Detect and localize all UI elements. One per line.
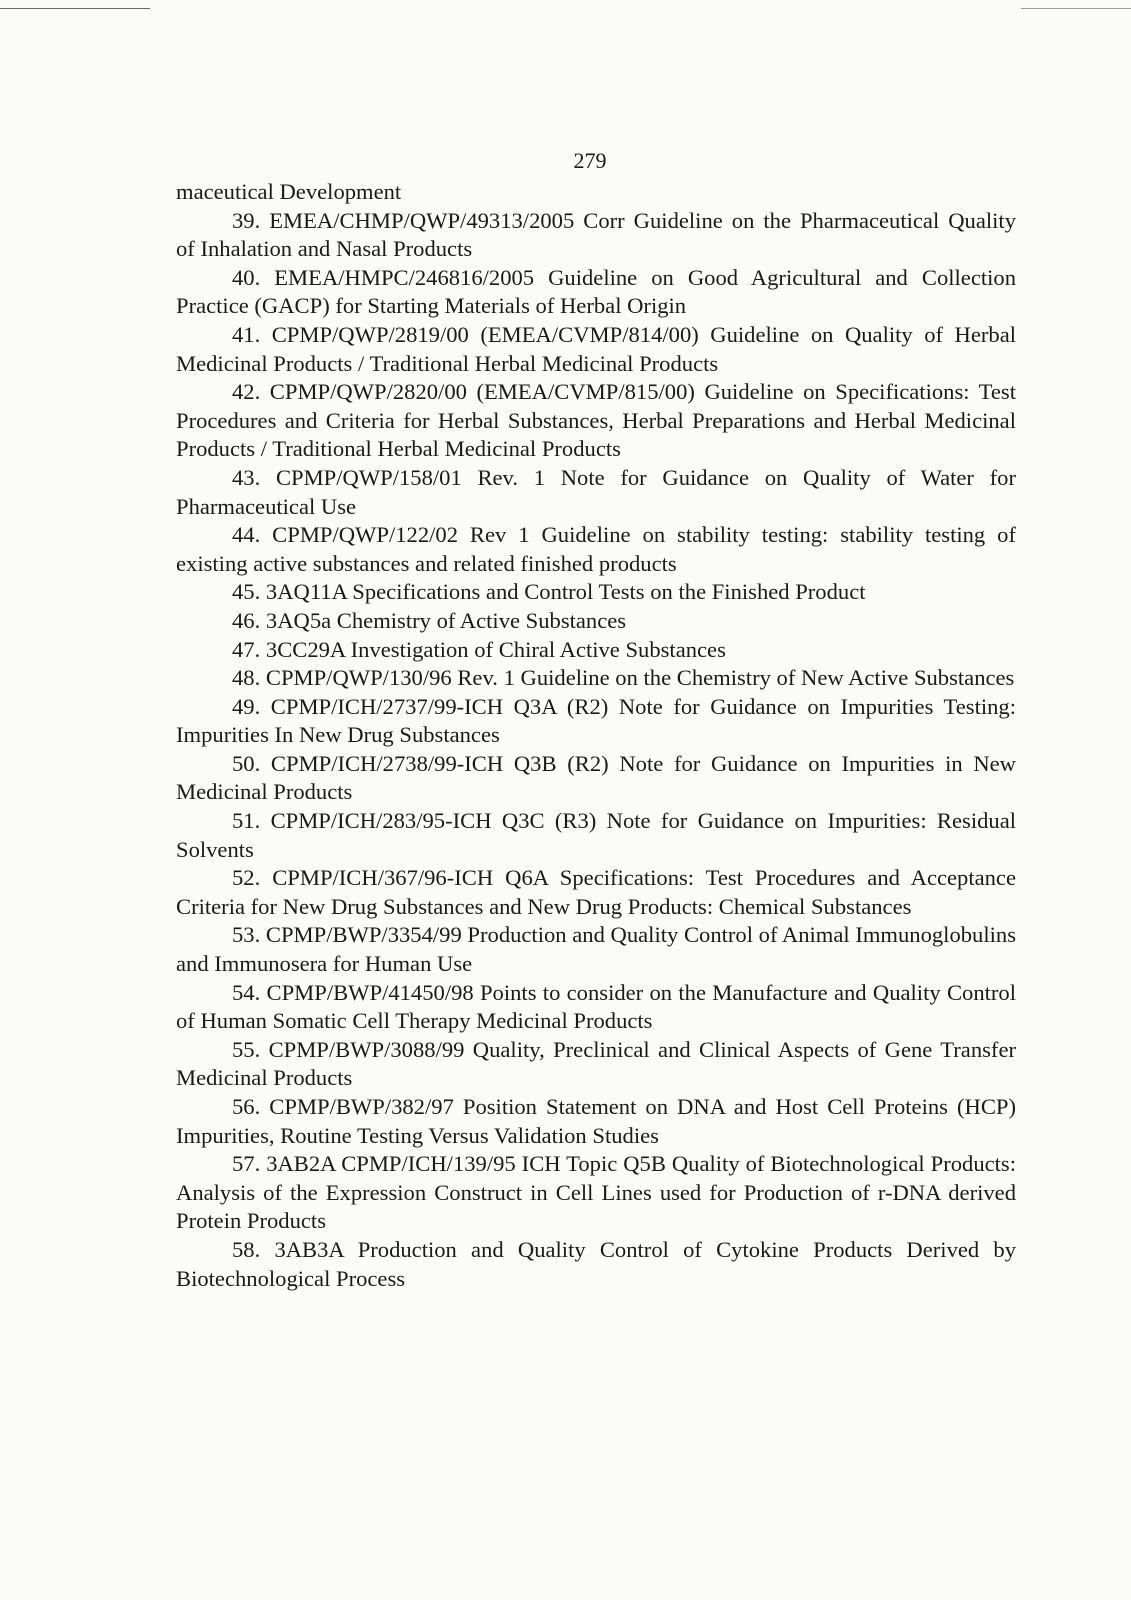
reference-44: 44. CPMP/QWP/122/02 Rev 1 Guideline on stability testing: stability testing of existing active substances and related finished products: [176, 522, 1016, 576]
reference-54: 54. CPMP/BWP/41450/98 Points to consider on the Manufacture and Quality Control of Human Somatic Cell Therapy Medicinal Products: [176, 979, 1016, 1034]
reference-53: 53. CPMP/BWP/3354/99 Production and Quality Control of Animal Immunoglobulins and Immunosera for Human Use: [176, 922, 1016, 977]
reference-48: 48. CPMP/QWP/130/96 Rev. 1 Guideline on the Chemistry of New Active Substances: [232, 665, 1015, 691]
reference-49: 49. CPMP/ICH/2737/99-ICH Q3A (R2) Note for Guidance on Impurities Testing: Impurities In New Drug Substances: [176, 693, 1016, 748]
reference-50: 50. CPMP/ICH/2738/99-ICH Q3B (R2) Note for Guidance on Impurities in New Medicinal Products: [176, 750, 1016, 805]
reference-56: 56. CPMP/BWP/382/97 Position Statement on DNA and Host Cell Proteins (HCP) Impurities, Routine Testing Versus Validation Studies: [176, 1094, 1016, 1148]
reference-39: 39. EMEA/CHMP/QWP/49313/2005 Corr Guideline on the Pharmaceutical Quality of Inhalation and Nasal Products: [176, 207, 1016, 262]
reference-42: 42. CPMP/QWP/2820/00 (EMEA/CVMP/815/00) Guideline on Specifications: Test Procedures and Criteria for Herbal Substances, Herbal Preparations and Herbal Medicinal Products / Traditional Herbal Medicinal Products: [176, 379, 1016, 462]
reference-58: 58. 3AB3A Production and Quality Control of Cytokine Products Derived by Biotechnological Process: [176, 1236, 1016, 1291]
page-number: 279: [573, 148, 607, 173]
reference-47: 47. 3CC29A Investigation of Chiral Active Substances: [232, 636, 726, 662]
reference-46: 46. 3AQ5a Chemistry of Active Substances: [232, 607, 627, 633]
reference-40: 40. EMEA/HMPC/246816/2005 Guideline on Good Agricultural and Collection Practice (GACP) for Starting Materials of Herbal Origin: [176, 264, 1016, 319]
reference-43: 43. CPMP/QWP/158/01 Rev. 1 Note for Guidance on Quality of Water for Pharmaceutical Use: [176, 464, 1016, 519]
reference-55: 55. CPMP/BWP/3088/99 Quality, Preclinical and Clinical Aspects of Gene Transfer Medicinal Products: [176, 1036, 1016, 1091]
top-rule-left: [0, 8, 150, 9]
reference-51: 51. CPMP/ICH/283/95-ICH Q3C (R3) Note for Guidance on Impurities: Residual Solvents: [176, 808, 1016, 862]
reference-45: 45. 3AQ11A Specifications and Control Tests on the Finished Product: [232, 579, 866, 605]
reference-list: [176, 178, 1016, 1293]
top-rule-right: [1021, 8, 1131, 9]
reference-57: 57. 3AB2A CPMP/ICH/139/95 ICH Topic Q5B Quality of Biotechnological Products: Analysis of the Expression Construct in Cell Lines used for Production of r-DNA derived Protein Products: [176, 1151, 1016, 1234]
lead-text: maceutical Development: [176, 179, 402, 204]
reference-52: 52. CPMP/ICH/367/96-ICH Q6A Specifications: Test Procedures and Acceptance Criteria for New Drug Substances and New Drug Products: Chemical Substances: [176, 865, 1016, 919]
reference-41: 41. CPMP/QWP/2819/00 (EMEA/CVMP/814/00) Guideline on Quality of Herbal Medicinal Products / Traditional Herbal Medicinal Products: [176, 321, 1016, 376]
